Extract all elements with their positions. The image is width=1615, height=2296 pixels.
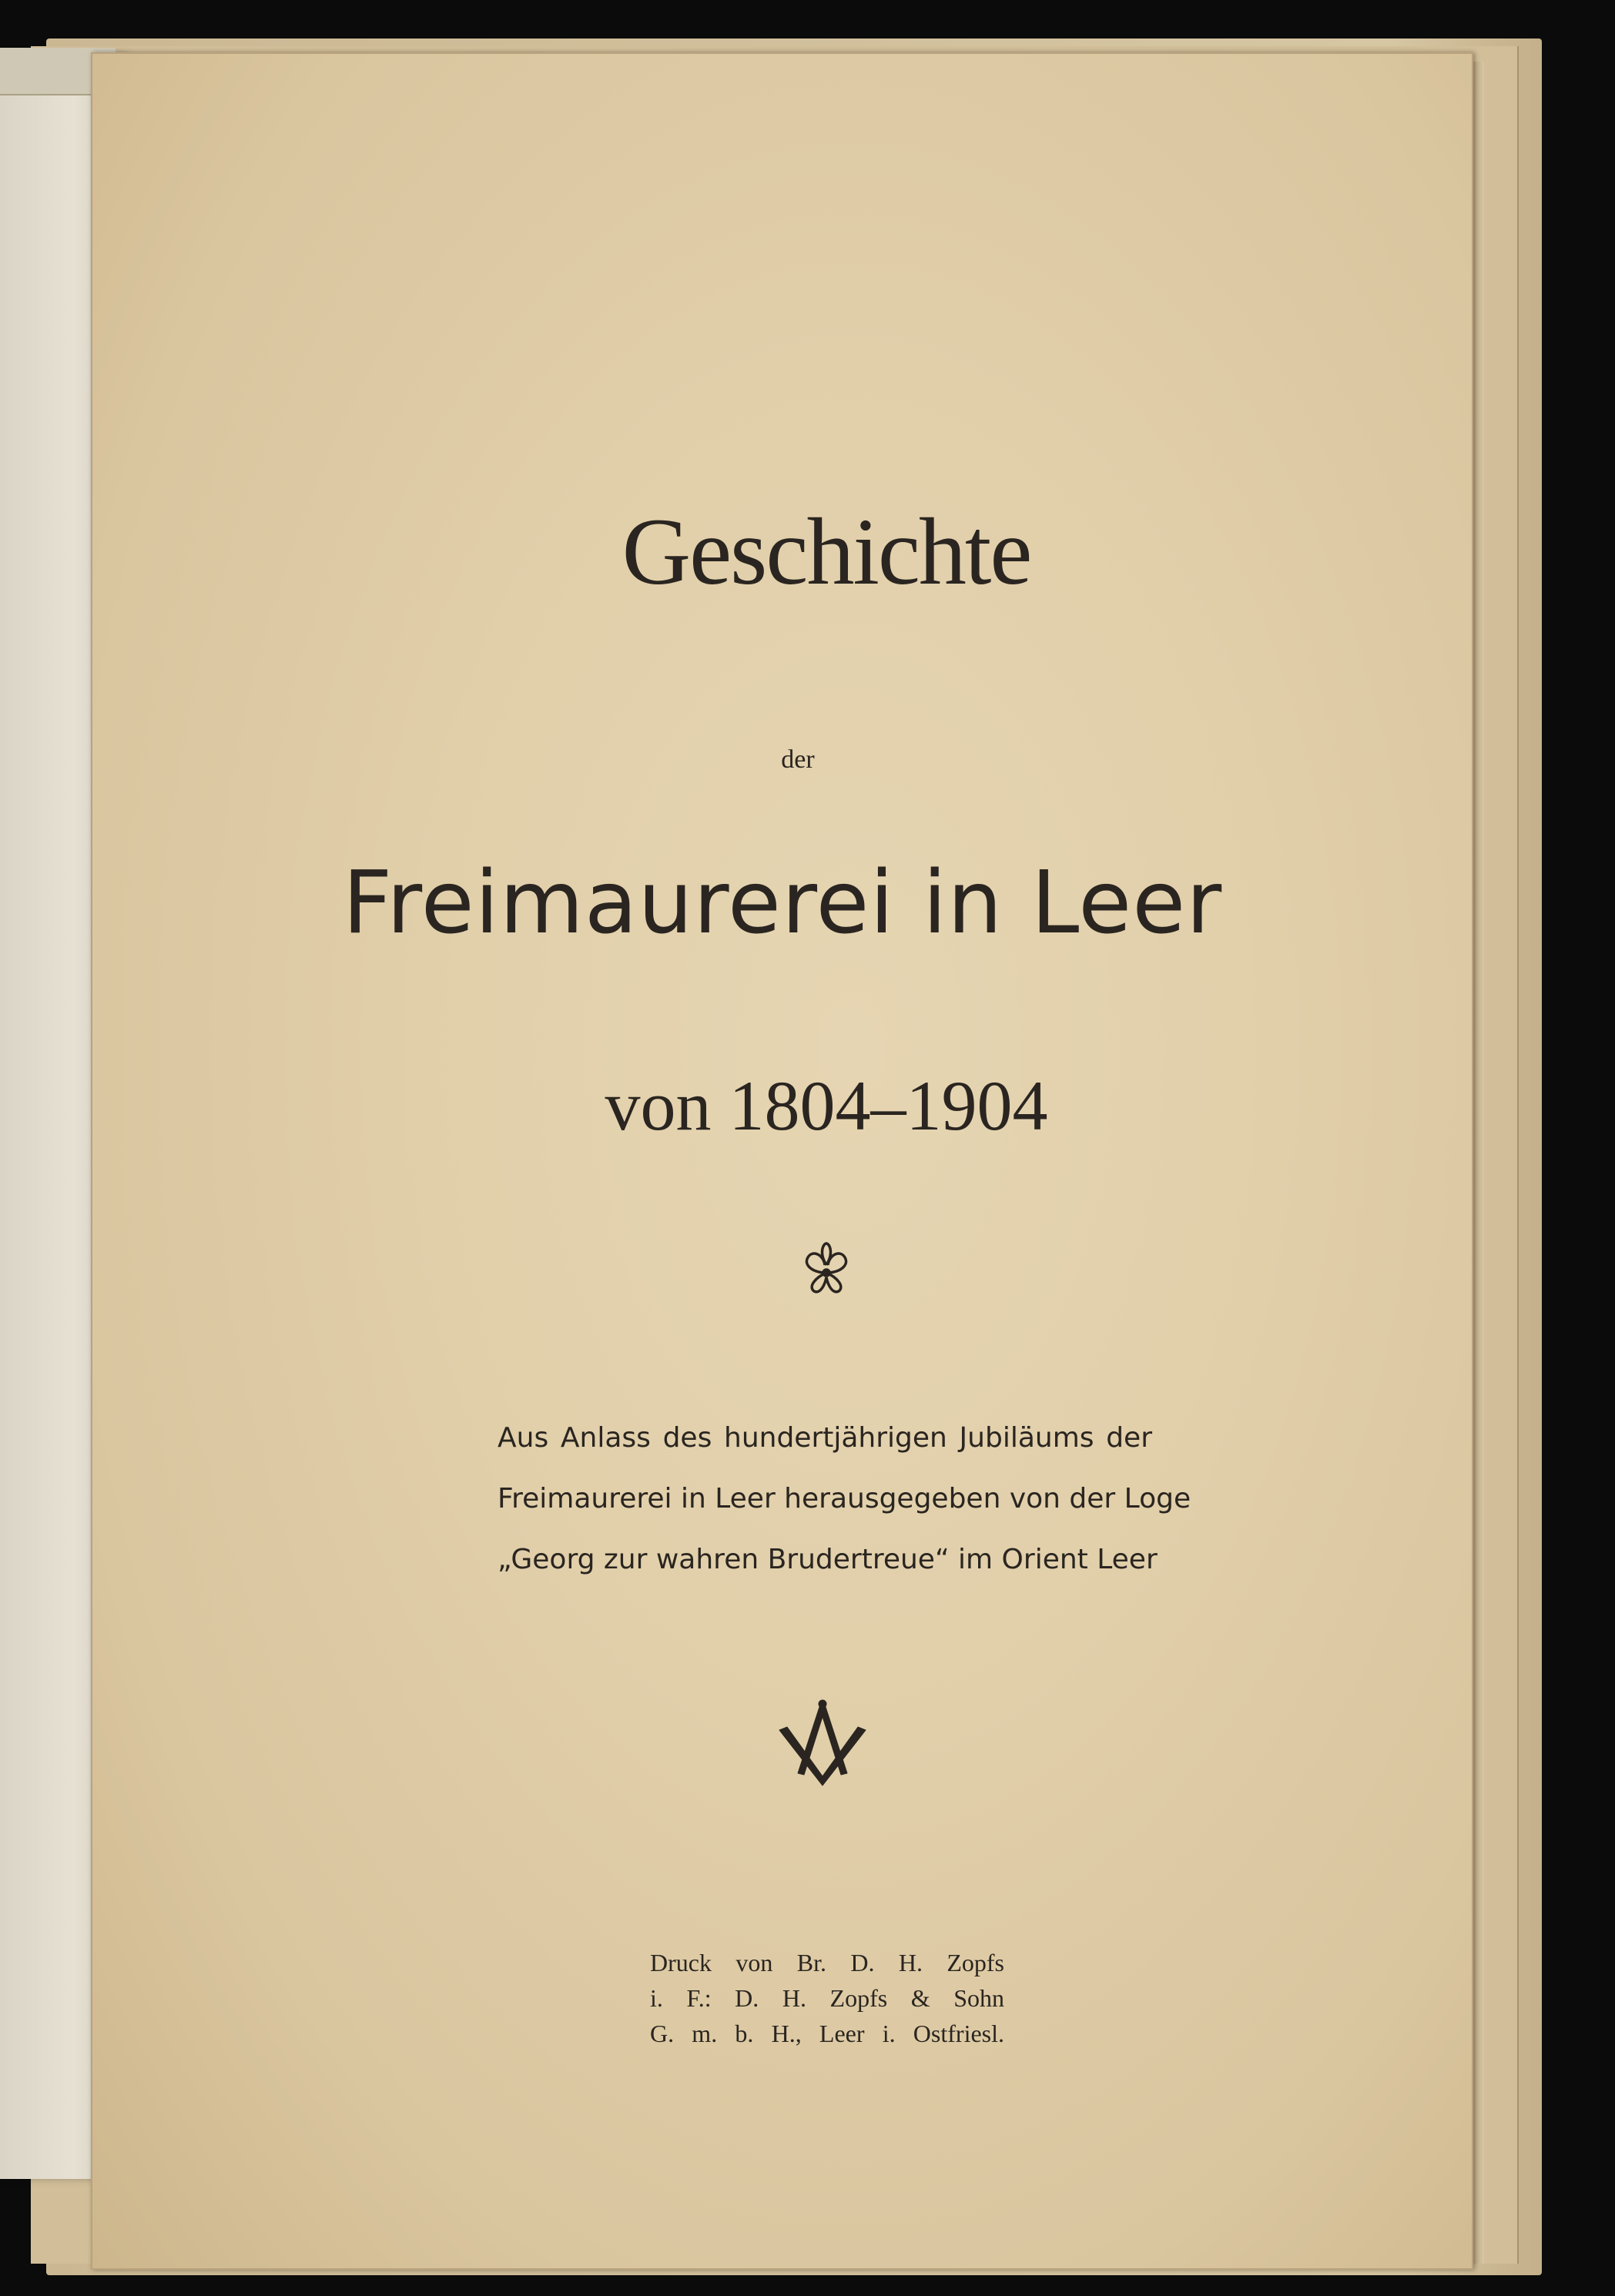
title-subject: Freimaurerei in Leer — [342, 853, 1223, 953]
page-edge — [1473, 62, 1484, 2264]
printer-line: i. F.: D. H. Zopfs & Sohn — [650, 1984, 1004, 2012]
occasion-line: „Georg zur wahren Brudertreue“ im Orient Leer — [498, 1544, 1158, 1575]
printer-imprint — [650, 1945, 1004, 2051]
printer-line: Druck von Br. D. H. Zopfs — [650, 1949, 1004, 1976]
title-connector: der — [781, 745, 815, 774]
title-period: von 1804–1904 — [605, 1066, 1048, 1145]
square-and-compasses-icon — [776, 1696, 869, 1789]
title-geschichte: Geschichte — [622, 499, 1031, 604]
title-page — [91, 52, 1473, 2270]
occasion-line: Aus Anlass des hundertjährigen Jubiläums der — [498, 1422, 1152, 1454]
printer-line: G. m. b. H., Leer i. Ostfriesl. — [650, 2020, 1004, 2047]
occasion-paragraph — [498, 1407, 1191, 1590]
occasion-line: Freimaurerei in Leer herausgegeben von der Loge — [498, 1483, 1191, 1514]
trefoil-ornament-icon — [796, 1242, 857, 1296]
